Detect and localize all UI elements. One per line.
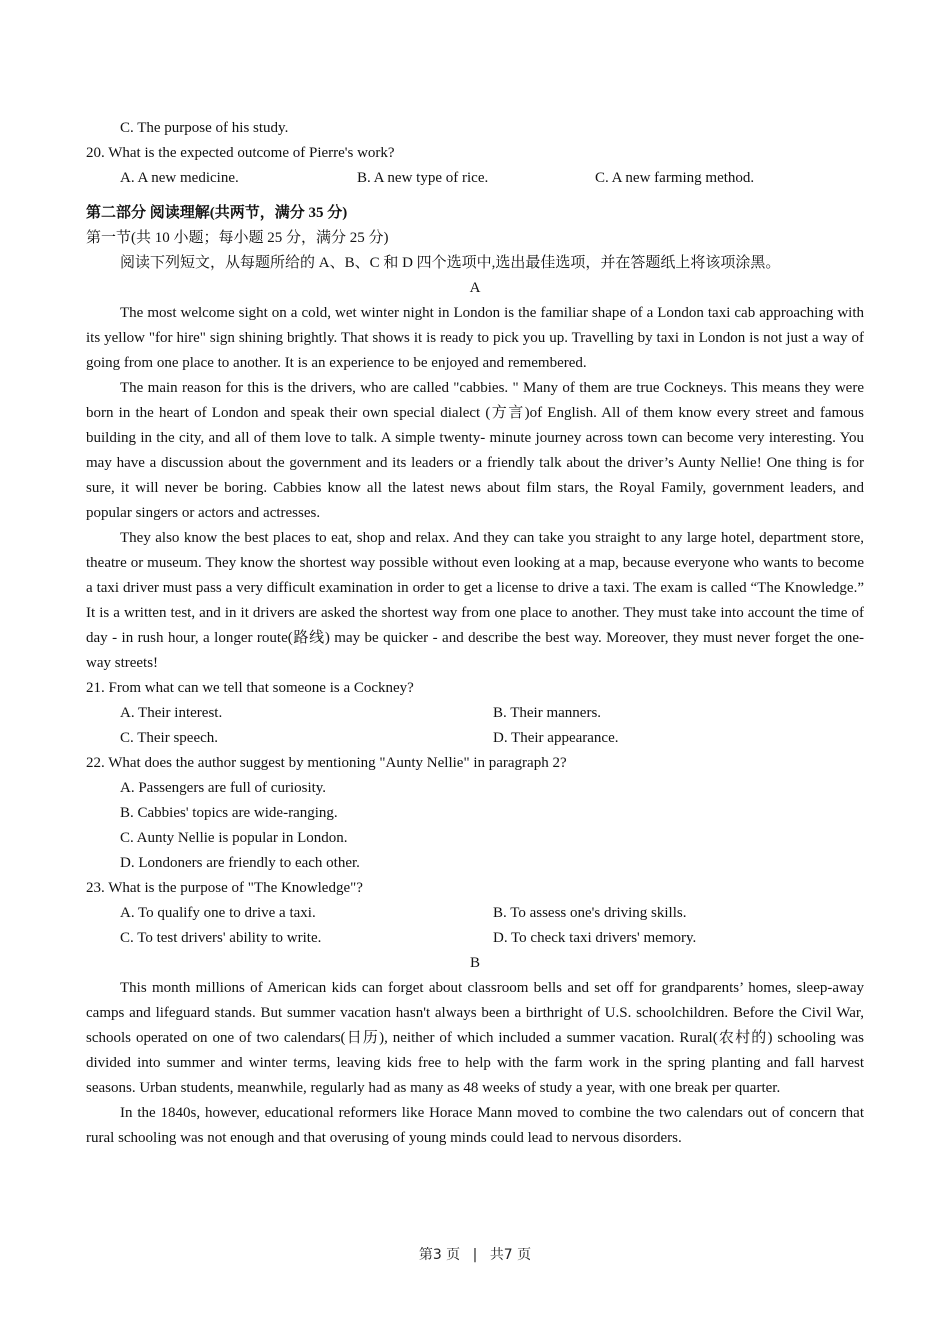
q21-option-a: A. Their interest. — [120, 705, 223, 721]
footer-separator: | — [472, 1247, 478, 1263]
q22-option-b: B. Cabbies' topics are wide-ranging. — [120, 805, 338, 821]
q21-option-d: D. Their appearance. — [493, 730, 619, 746]
exam-page — [86, 116, 864, 1151]
page-number: 第3 页 — [418, 1247, 461, 1263]
section1-heading: 第一节(共 10 小题；每小题 25 分，满分 25 分) — [86, 230, 389, 246]
q19-option-c: C. The purpose of his study. — [120, 120, 289, 136]
q23-option-d: D. To check taxi drivers' memory. — [493, 930, 697, 946]
q20-option-c: C. A new farming method. — [595, 170, 755, 186]
passage-b-paragraph-1: This month millions of American kids can forget about classroom bells and set off for grandparents’ homes, sleep-away camps and lifeguard stands. But summer vacation hasn't always been a birthright of U.S. schoolchildren. Before the Civil War, schools operated on one of two calendars(日历), neither of which included a summer vacation. Rural(农村的) schooling was divided into summer and winter terms, leaving kids free to help with the farm work in the spring planting and fall harvest seasons. Urban students, meanwhile, regularly had as many as 48 weeks of study a year, with one break per quarter. — [86, 980, 864, 1096]
page-footer — [0, 1244, 950, 1264]
q23-option-c: C. To test drivers' ability to write. — [120, 930, 322, 946]
q23-option-b: B. To assess one's driving skills. — [493, 905, 687, 921]
q21-stem: 21. From what can we tell that someone is a Cockney? — [86, 680, 414, 696]
passage-a-paragraph-2: The main reason for this is the drivers, who are called "cabbies. " Many of them are true Cockneys. This means they were born in the heart of London and speak their own special dialect (方言)of English. All of them know every street and famous building in the city, and all of them love to talk. A simple twenty- minute journey across town can become very interesting. You may have a discussion about the government and its leaders or a friendly talk about the driver’s Aunty Nellie! One thing is for sure, it will never be boring. Cabbies know all the latest news about film stars, the Royal Family, government leaders, and popular singers or actors and actresses. — [86, 380, 864, 521]
reading-instruction: 阅读下列短文，从每题所给的 A、B、C 和 D 四个选项中,选出最佳选项，并在答题纸上将该项涂黑。 — [120, 255, 781, 271]
q23-options-row2 — [86, 926, 864, 951]
q23-stem: 23. What is the purpose of "The Knowledge"? — [86, 880, 363, 896]
q23-option-a: A. To qualify one to drive a taxi. — [120, 905, 316, 921]
q20-options — [86, 166, 864, 191]
total-pages: 共7 页 — [489, 1247, 532, 1263]
q23-options-row1 — [86, 901, 864, 926]
passage-b — [86, 976, 864, 1151]
q21-options-row2 — [86, 726, 864, 751]
q22-option-d: D. Londoners are friendly to each other. — [120, 855, 360, 871]
q20-stem: 20. What is the expected outcome of Pierre's work? — [86, 145, 395, 161]
passage-b-paragraph-2: In the 1840s, however, educational reformers like Horace Mann moved to combine the two calendars out of concern that rural schooling was not enough and that overusing of young minds could lead to nervous disorders. — [86, 1105, 864, 1146]
passage-a-paragraph-3: They also know the best places to eat, shop and relax. And they can take you straight to any large hotel, department store, theatre or museum. They know the shortest way possible without even looking at a map, because everyone who wants to become a taxi driver must pass a very difficult examination in order to get a license to drive a taxi. The exam is called “The Knowledge.” It is a written test, and in it drivers are asked the shortest way from one place to another. They must take into account the time of day - in rush hour, a longer route(路线) may be quicker - and describe the best way. Moreover, they must never forget the one-way streets! — [86, 530, 864, 671]
q21-options-row1 — [86, 701, 864, 726]
q20-option-b: B. A new type of rice. — [357, 170, 489, 186]
q22-option-c: C. Aunty Nellie is popular in London. — [120, 830, 348, 846]
q22-stem: 22. What does the author suggest by mentioning "Aunty Nellie" in paragraph 2? — [86, 755, 567, 771]
passage-a — [86, 301, 864, 676]
q20-option-a: A. A new medicine. — [120, 170, 239, 186]
q21-option-b: B. Their manners. — [493, 705, 602, 721]
passage-a-paragraph-1: The most welcome sight on a cold, wet winter night in London is the familiar shape of a London taxi cab approaching with its yellow "for hire" sign shining brightly. That shows it is ready to pick you up. Travelling by taxi in London is not just a way of going from one place to another. It is an experience to be enjoyed and remembered. — [86, 305, 864, 371]
part2-heading: 第二部分 阅读理解(共两节，满分 35 分) — [86, 205, 348, 221]
passage-a-label: A — [469, 280, 481, 296]
q22-option-a: A. Passengers are full of curiosity. — [120, 780, 327, 796]
passage-b-label: B — [469, 955, 480, 971]
q21-option-c: C. Their speech. — [120, 730, 219, 746]
